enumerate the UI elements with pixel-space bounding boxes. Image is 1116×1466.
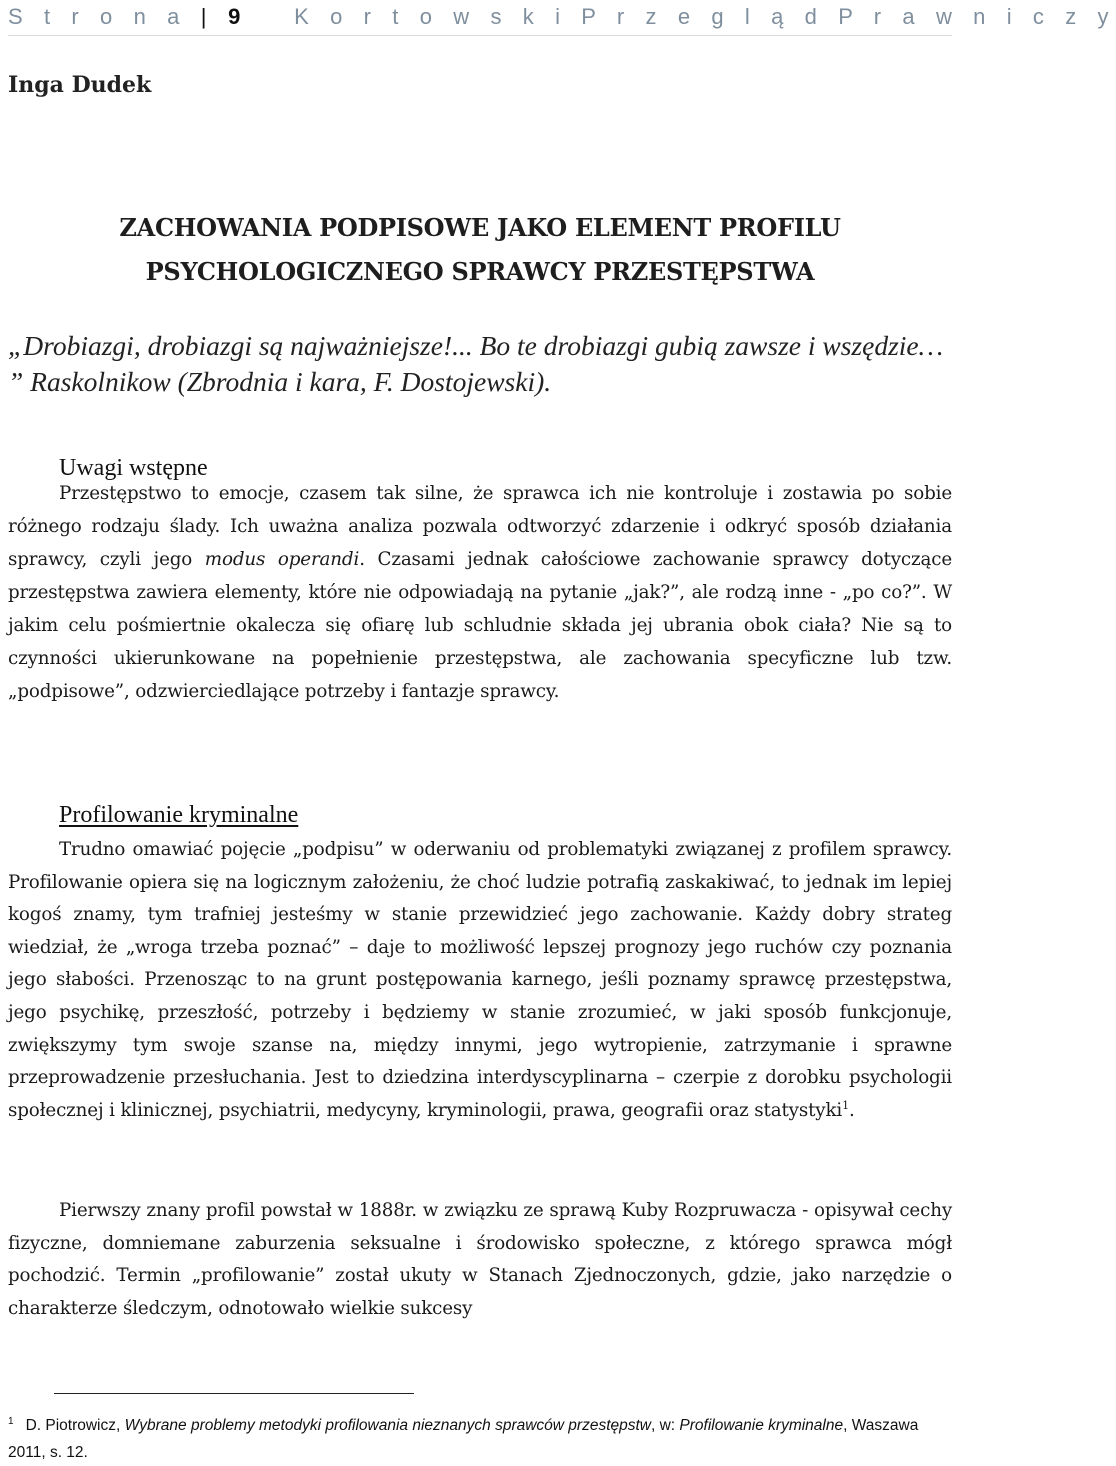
paragraph-text: . (848, 1099, 855, 1121)
title-line-2: PSYCHOLOGICZNEGO SPRAWCY PRZESTĘPSTWA (145, 257, 815, 286)
header-strona-label: S t r o n a (8, 4, 187, 29)
footnote-divider (54, 1393, 414, 1394)
epigraph-quote: „Drobiazgi, drobiazgi są najważniejsze!... Bo te drobiazgi gubią zawsze i wszędzie… ” Raskolnikow (Zbrodnia i kara, F. Dostojewski). (8, 330, 944, 397)
paragraph-profiling-1 (8, 834, 952, 1127)
footnote (8, 1408, 952, 1466)
page-number: 9 (228, 4, 241, 29)
title-line-1: ZACHOWANIA PODPISOWE JAKO ELEMENT PROFILU (119, 213, 841, 242)
footnote-book-title: Profilowanie kryminalne (679, 1417, 844, 1435)
footnote-text: , Waszawa 2011, s. 12. (8, 1417, 919, 1462)
footnote-reference[interactable]: 1 (842, 1098, 849, 1112)
paragraph-text: Trudno omawiać pojęcie „podpisu” w oderwaniu od problematyki związanej z profilem sprawcy. Profilowanie opiera się na logicznym założeniu, że choć ludzie potrafią zaskakiwać, to jednak im lepiej kogoś znamy, tym trafniej jesteśmy w stanie przewidzieć jego zachowanie. Każdy dobry strateg wiedział, że „wroga trzeba poznać” – daje to możliwość lepszej prognozy jego ruchów czy poznania jego słabości. Przenosząc to na grunt postępowania karnego, jeśli poznamy sprawcę przestępstwa, jego psychikę, przeszłość, potrzeby i będziemy w stanie zrozumieć, w jaki sposób funkcjonuje, zwiększymy tym swoje szanse na, między innymi, jego wytropienie, zatrzymanie i sprawne przeprowadzenie przesłuchania. Jest to dziedzina interdyscyplinarna – czerpie z dorobku psychologii społecznej i klinicznej, psychiatrii, medycyny, kryminologii, prawa, geografii oraz statystyki (8, 839, 952, 1121)
header-divider (8, 35, 952, 36)
section-heading-profiling: Profilowanie kryminalne (59, 802, 299, 828)
section-heading-introduction: Uwagi wstępne (59, 455, 208, 481)
author-name: Inga Dudek (8, 72, 152, 98)
paragraph-introduction (8, 477, 952, 708)
running-header (8, 2, 1116, 36)
footnote-cited-title: Wybrane problemy metodyki profilowania nieznanych sprawców przestępstw (124, 1417, 651, 1435)
paragraph-profiling-2: Pierwszy znany profil powstał w 1888r. w związku ze sprawą Kuby Rozpruwacza - opisywał cechy fizyczne, domniemane zaburzenia seksualne i środowisko społeczne, z którego sprawca mógł pochodzić. Termin „profilowanie” został ukuty w Stanach Zjednoczonych, gdzie, jako narzędzie o charakterze śledczym, odnotowało wielkie sukcesy (8, 1200, 952, 1319)
footnote-text: , w: (651, 1417, 680, 1435)
journal-name: K o r t o w s k i P r z e g l ą d P r a w n i c z y (294, 4, 1116, 29)
header-separator: | (200, 4, 207, 29)
paragraph-text: Przestępstwo to emocje, czasem tak silne, że sprawca ich nie kontroluje i zostawia po sobie różnego rodzaju ślady. Ich uważna analiza pozwala odtworzyć zdarzenie i odkryć sposób działania sprawcy, czyli jego (8, 483, 952, 570)
paragraph-italic-term: modus operandi (204, 549, 360, 570)
footnote-number: 1 (8, 1416, 14, 1427)
footnote-text: D. Piotrowicz, (25, 1417, 125, 1435)
paragraph-text: . Czasami jednak całościowe zachowanie sprawcy dotyczące przestępstwa zawiera elementy, które nie odpowiadają na pytanie „jak?”, ale rodzą inne - „po co?”. W jakim celu pośmiertnie okalecza się ofiarę lub schludnie składa jej ubrania obok ciała? Nie są to czynności ukierunkowane na popełnienie przestępstwa, ale zachowania specyficzne lub tzw. „podpisowe”, odzwierciedlające potrzeby i fantazje sprawcy. (8, 549, 952, 702)
article-title (0, 206, 960, 294)
